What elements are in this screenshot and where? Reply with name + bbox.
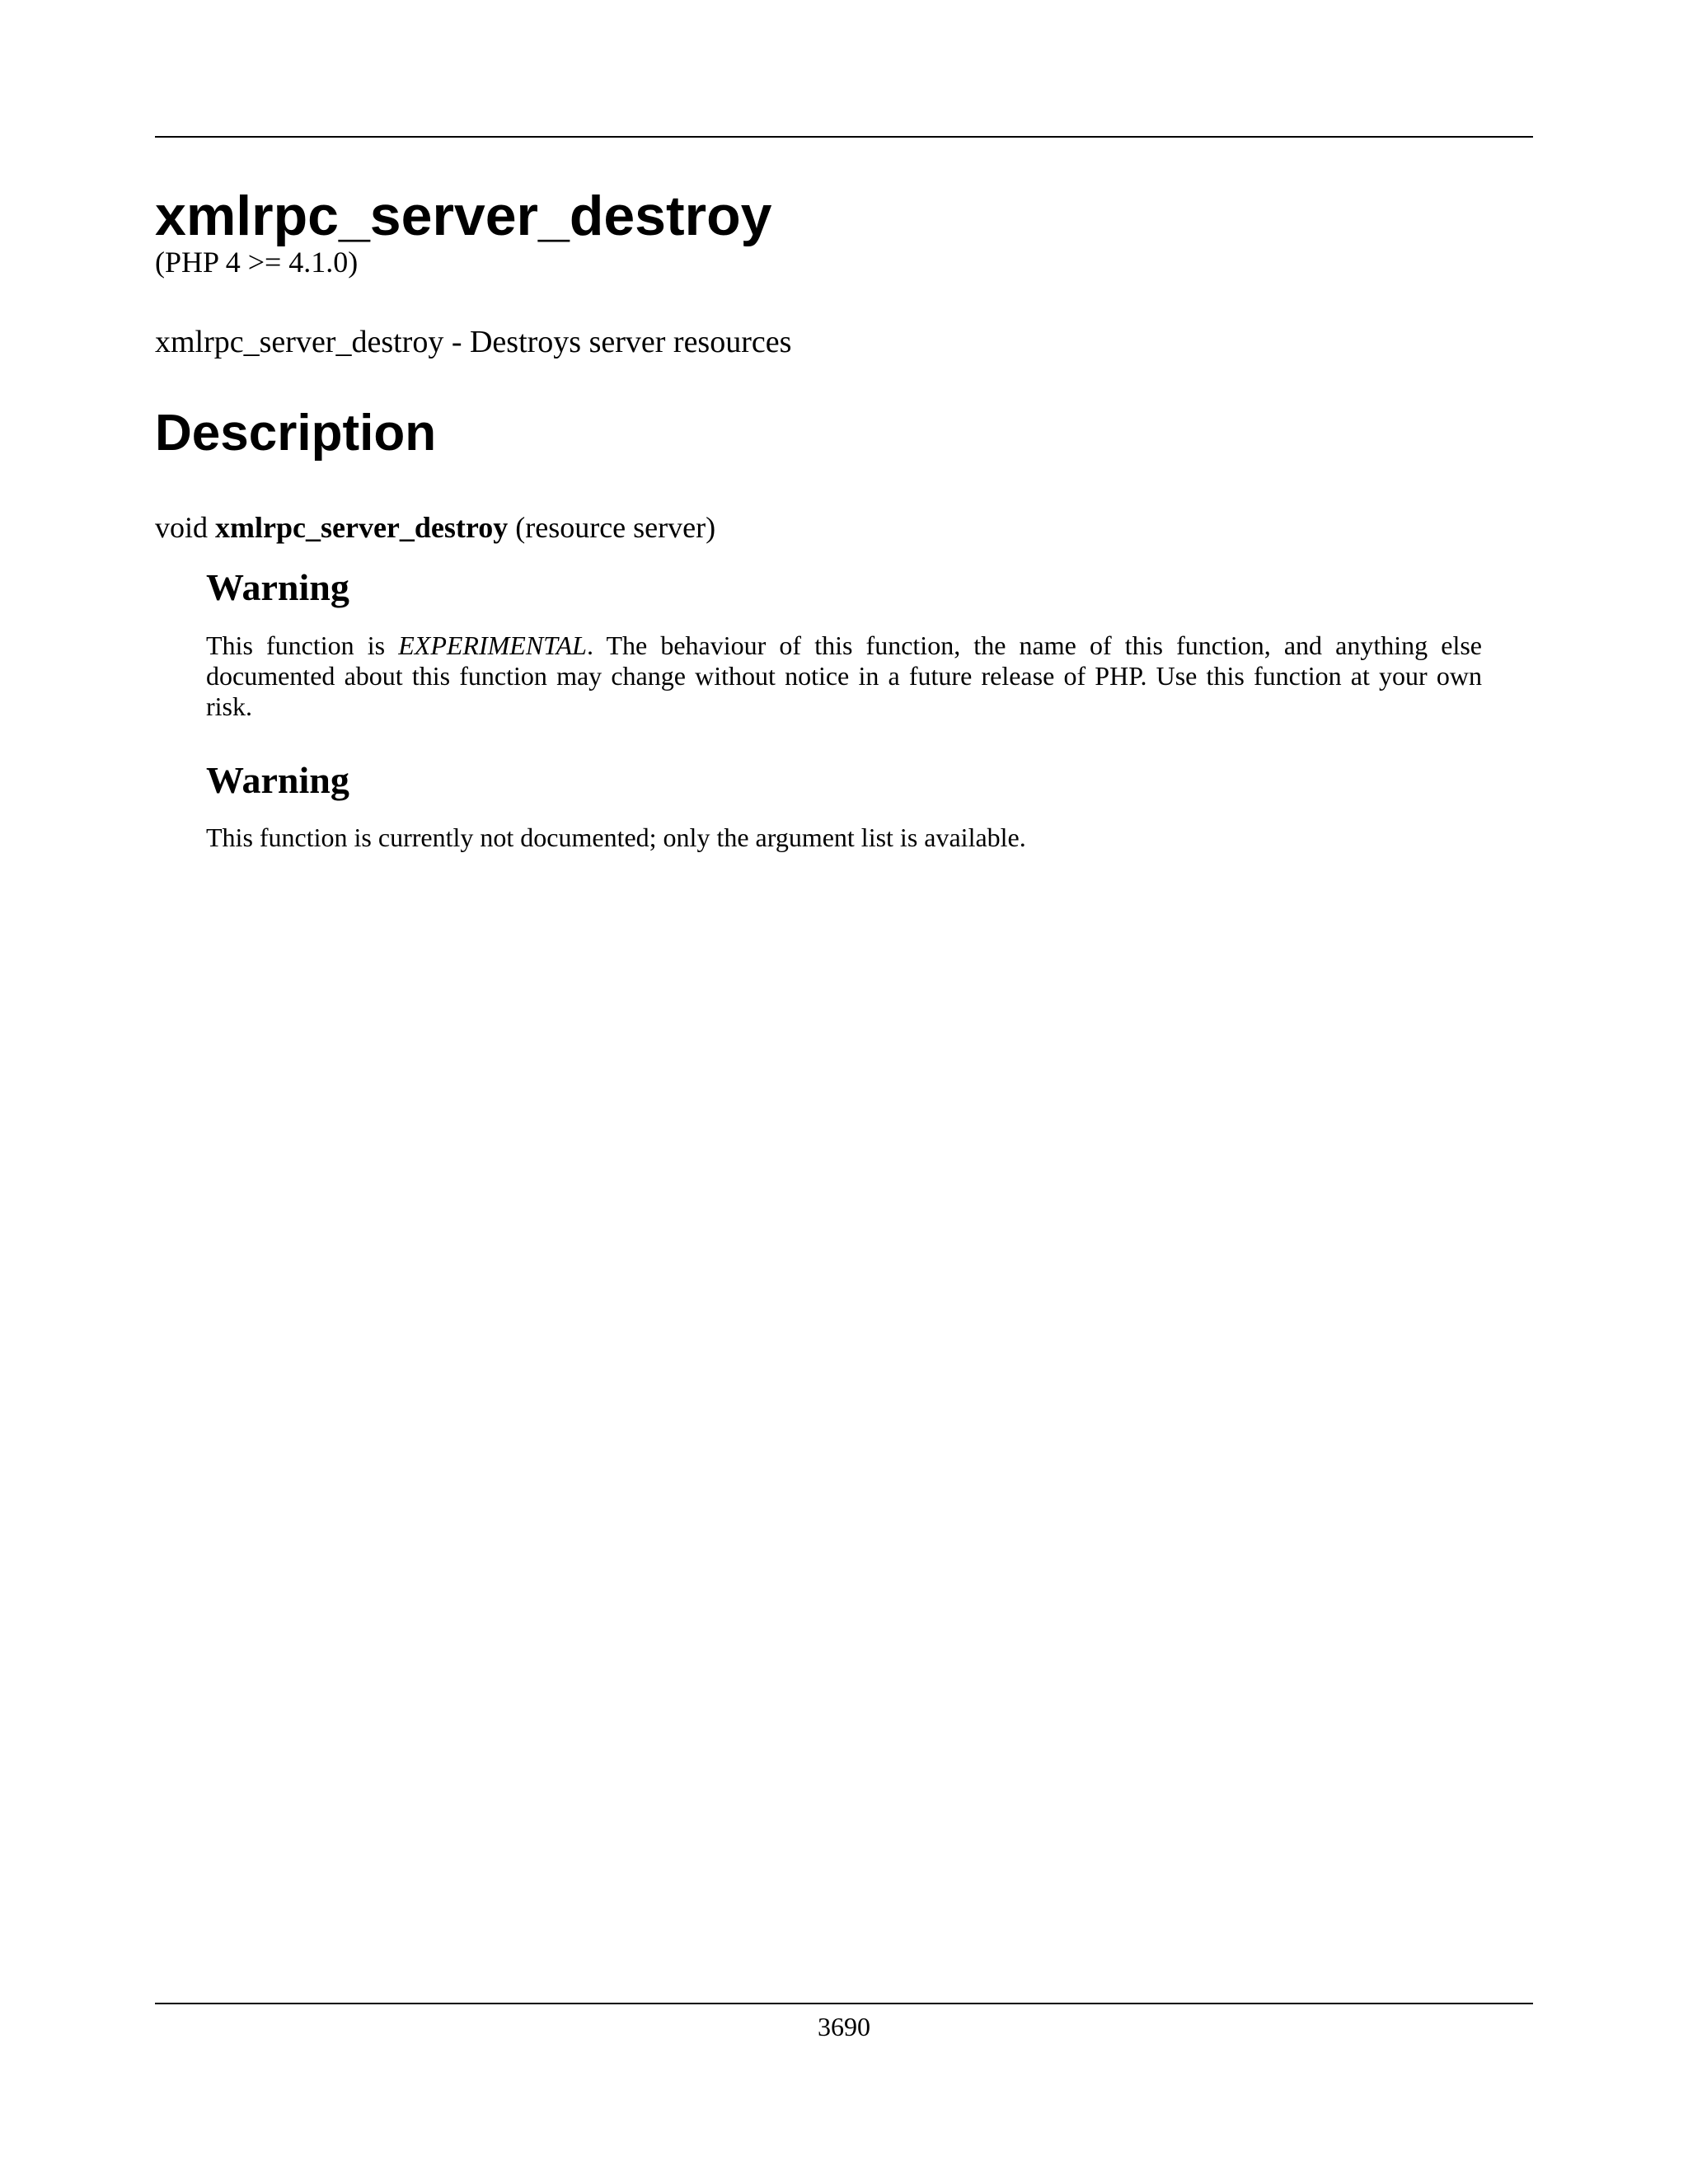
version-info: (PHP 4 >= 4.1.0) [155,246,359,279]
warning-undocumented [206,760,1482,854]
synopsis-params: (resource server) [515,510,716,544]
warning-text: This function is currently not documented; only the argument list is available. [206,823,1026,853]
warning-text-part: . The behaviour of this function, the name of this function, and anything else documented about this function may change without notice in a future release of PHP. Use this function at your own risk. [206,630,1483,721]
synopsis-function-name: xmlrpc_server_destroy [215,510,509,544]
header-rule [155,136,1533,138]
footer-rule [155,2003,1533,2004]
page-content [155,185,1533,853]
ref-purpose: xmlrpc_server_destroy - Destroys server resources [155,325,792,360]
page-number: 3690 [818,2012,870,2041]
synopsis-return-type: void [155,510,209,544]
warning-text-part: This function is [206,630,399,660]
warning-title: Warning [206,566,349,609]
warning-title: Warning [206,758,349,801]
warning-experimental [206,567,1482,722]
function-synopsis [155,510,1533,546]
warning-text [206,630,1482,722]
function-title: xmlrpc_server_destroy [155,185,772,247]
experimental-emphasis: EXPERIMENTAL [398,630,587,660]
description-heading: Description [155,404,437,462]
